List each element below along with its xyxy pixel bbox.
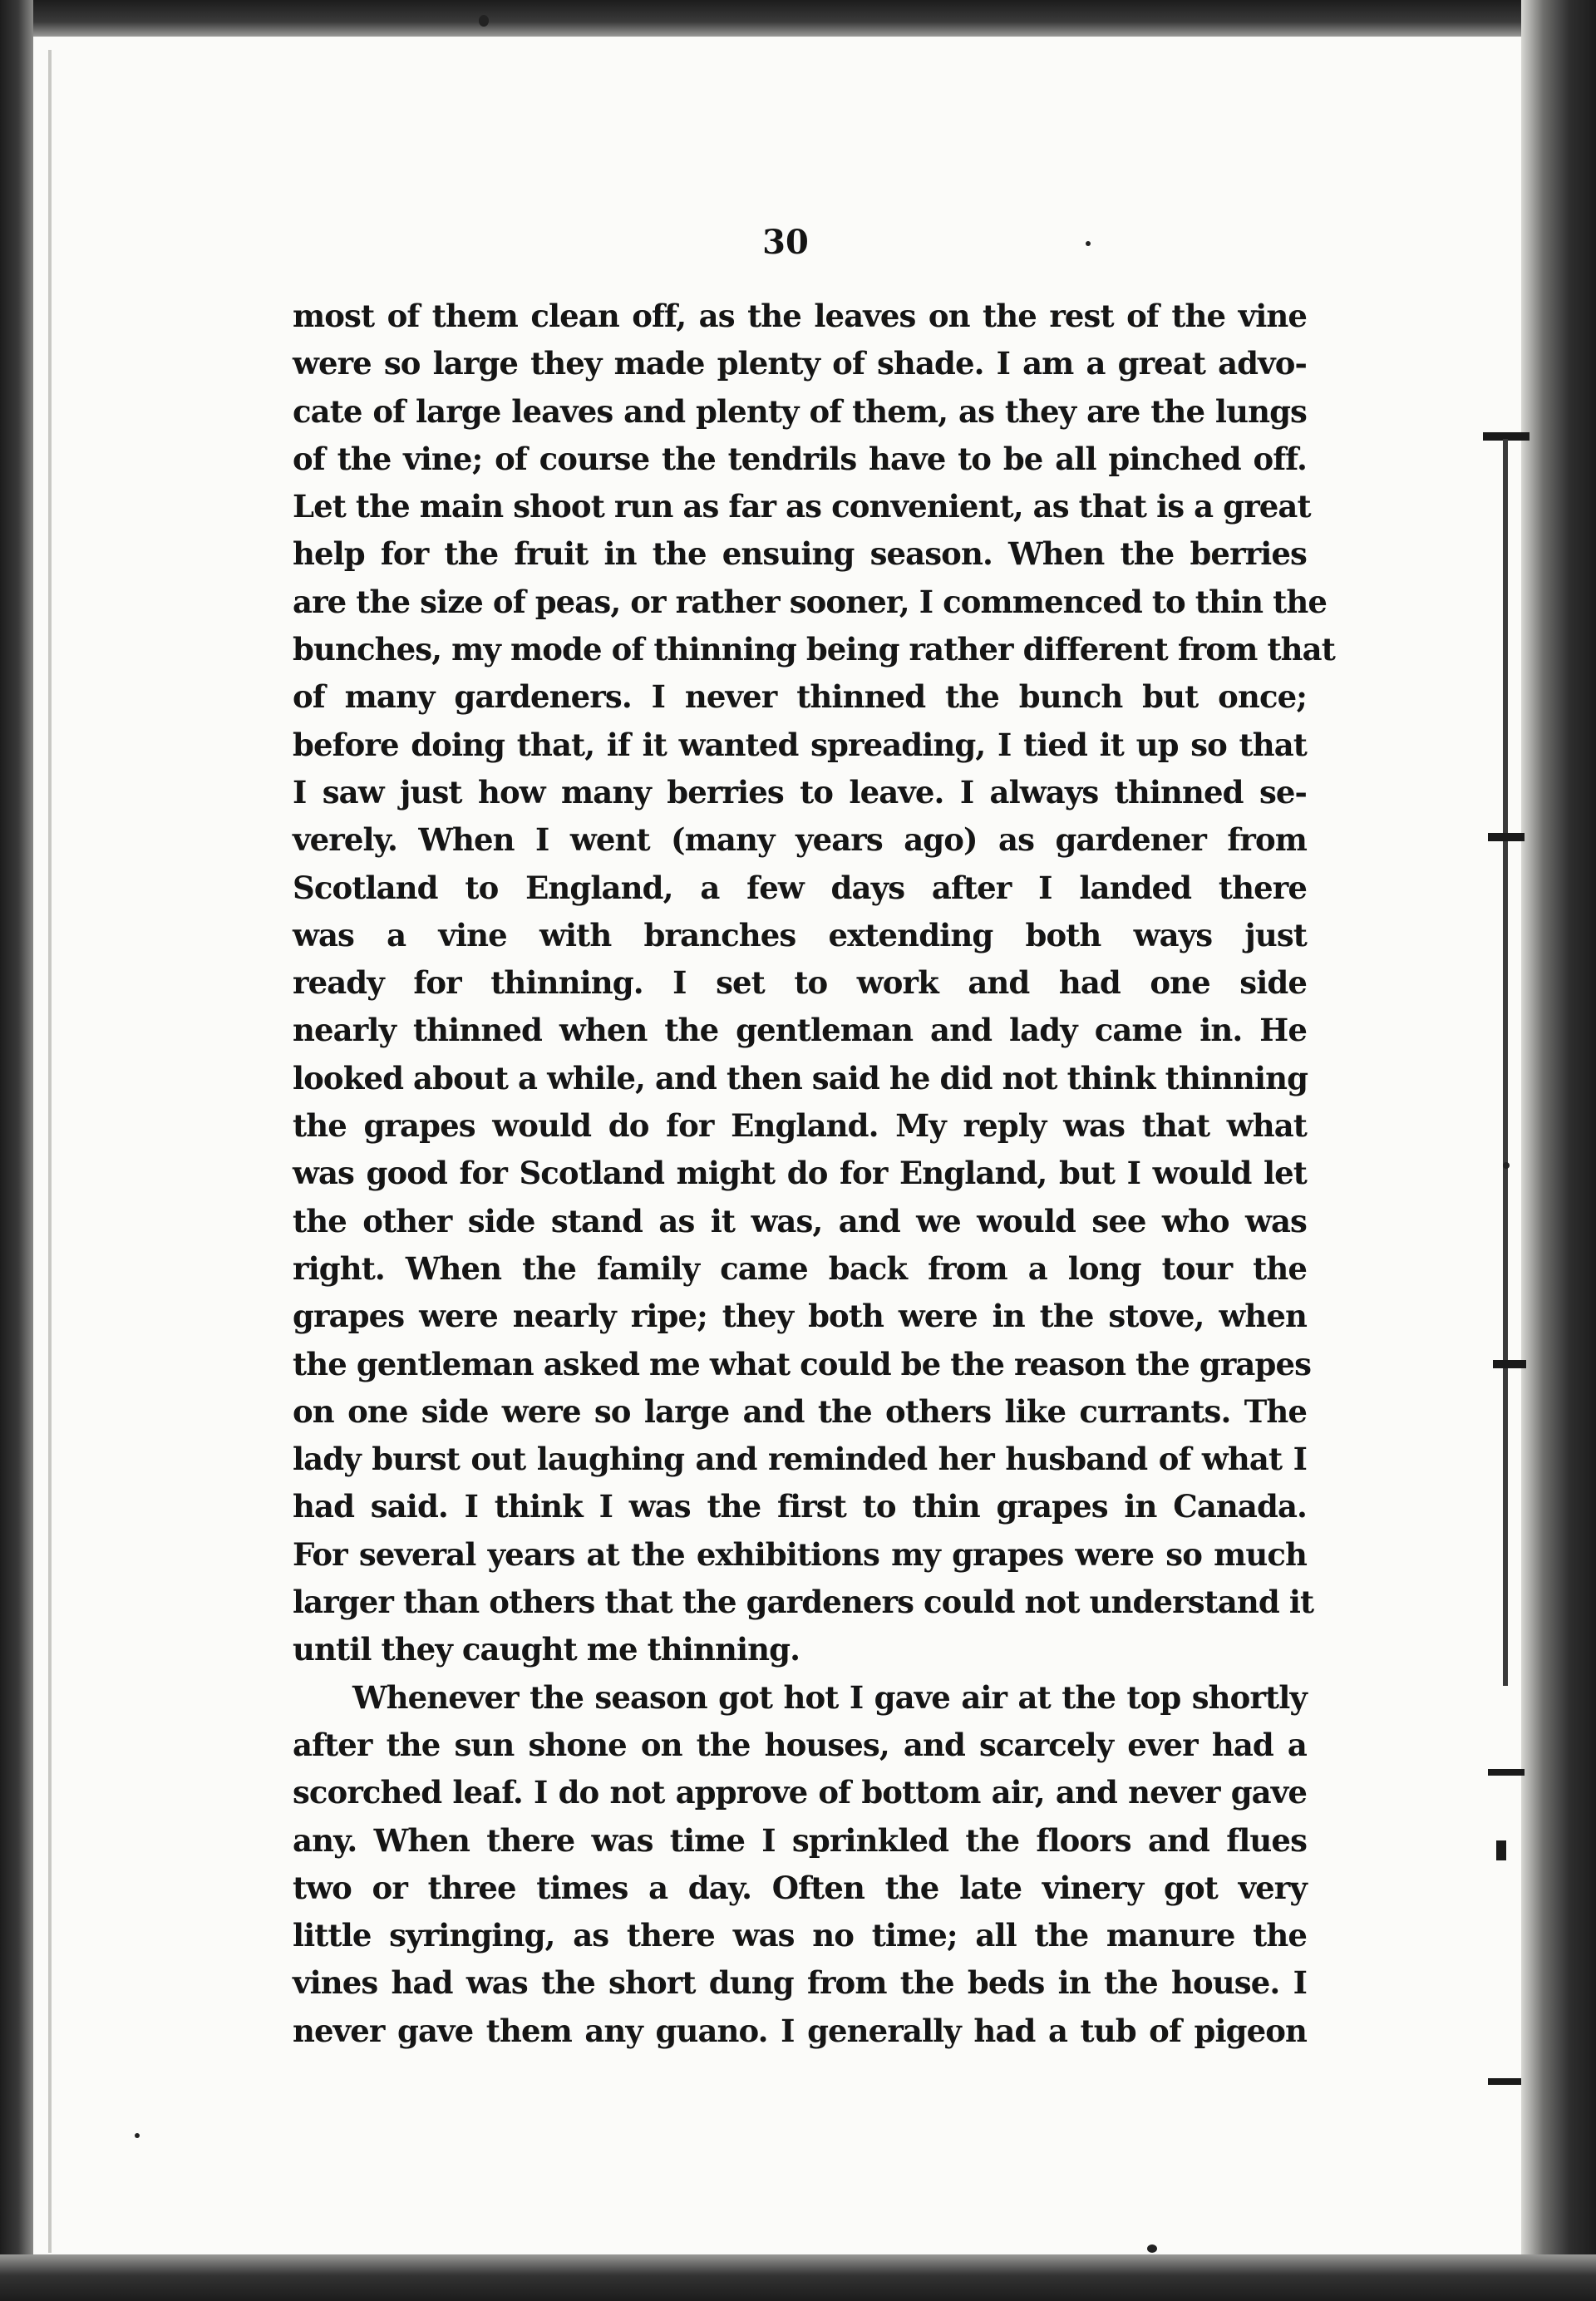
text-line: cate of large leaves and plenty of them, as they are the lungs — [293, 392, 1307, 430]
text-line: were so large they made plenty of shade. I am a great advo- — [293, 345, 1307, 382]
scan-speck — [1503, 1162, 1510, 1169]
text-line: Whenever the season got hot I gave air at the top shortly — [352, 1678, 1307, 1716]
text-line: of many gardeners. I never thinned the bunch but once; — [293, 678, 1307, 716]
text-line: lady burst out laughing and reminded her husband of what I — [293, 1441, 1307, 1478]
registration-mark — [1488, 1769, 1525, 1776]
text-line: vines had was the short dung from the beds in the house. I — [293, 1964, 1307, 2002]
page-body-text — [293, 293, 1335, 2055]
registration-mark — [1503, 439, 1508, 1686]
text-line: after the sun shone on the houses, and scarcely ever had a — [293, 1726, 1307, 1763]
text-line: the other side stand as it was, and we would see who was — [293, 1202, 1307, 1239]
scan-speck — [1147, 2244, 1157, 2253]
text-line: little syringing, as there was no time; all the manure the — [293, 1917, 1307, 1954]
text-line: help for the fruit in the ensuing season. When the berries — [293, 535, 1307, 573]
scan-edge-left — [0, 0, 33, 2301]
text-line: any. When there was time I sprinkled the floors and flues — [293, 1821, 1307, 1859]
text-line: larger than others that the gardeners could not understand it — [293, 1584, 1314, 1621]
scan-speck — [479, 15, 489, 27]
page-gutter — [48, 50, 52, 2253]
text-line: Let the main shoot run as far as convenient, as that is a great — [293, 488, 1311, 525]
text-line: ready for thinning. I set to work and had one side — [293, 964, 1307, 1002]
text-line: never gave them any guano. I generally had a tub of pigeon — [293, 2012, 1307, 2049]
registration-mark — [1488, 2078, 1521, 2085]
text-line: nearly thinned when the gentleman and lady came in. He — [293, 1012, 1307, 1049]
scan-speck — [135, 2133, 140, 2138]
scan-edge-right — [1521, 0, 1596, 2301]
text-line: on one side were so large and the others like currants. The — [293, 1392, 1307, 1430]
text-line: verely. When I went (many years ago) as gardener from — [293, 821, 1307, 859]
scan-edge-top — [0, 0, 1596, 37]
text-line: scorched leaf. I do not approve of bottom air, and never gave — [293, 1774, 1307, 1811]
text-line: I saw just how many berries to leave. I always thinned se- — [293, 773, 1307, 811]
text-line: For several years at the exhibitions my grapes were so much — [293, 1535, 1307, 1573]
text-line: two or three times a day. Often the late vinery got very — [293, 1869, 1307, 1906]
text-line: Scotland to England, a few days after I landed there — [293, 869, 1307, 906]
page-number: 30 — [762, 223, 809, 262]
scan-edge-bottom — [0, 2254, 1596, 2301]
text-line: the grapes would do for England. My reply was that what — [293, 1107, 1307, 1145]
text-line: grapes were nearly ripe; they both were in the stove, when — [293, 1298, 1307, 1335]
text-line: until they caught me thinning. — [293, 1631, 800, 1668]
text-line: before doing that, if it wanted spreading, I tied it up so that — [293, 726, 1307, 763]
text-line: bunches, my mode of thinning being rather different from that — [293, 631, 1335, 668]
text-line: had said. I think I was the first to thin grapes in Canada. — [293, 1488, 1307, 1525]
text-line: looked about a while, and then said he did not think thinning — [293, 1059, 1308, 1096]
text-line: was a vine with branches extending both ways just — [293, 916, 1307, 953]
registration-mark — [1496, 1840, 1506, 1860]
text-line: was good for Scotland might do for England, but I would let — [293, 1155, 1307, 1192]
text-line: most of them clean off, as the leaves on the rest of the vine — [293, 298, 1307, 334]
text-line: of the vine; of course the tendrils have to be all pinched off. — [293, 440, 1307, 477]
registration-mark — [1488, 833, 1525, 841]
text-line: right. When the family came back from a long tour the — [293, 1249, 1307, 1287]
text-line: are the size of peas, or rather sooner, I commenced to thin the — [293, 583, 1327, 620]
text-line: the gentleman asked me what could be the reason the grapes — [293, 1345, 1312, 1382]
registration-mark — [1493, 1360, 1526, 1368]
